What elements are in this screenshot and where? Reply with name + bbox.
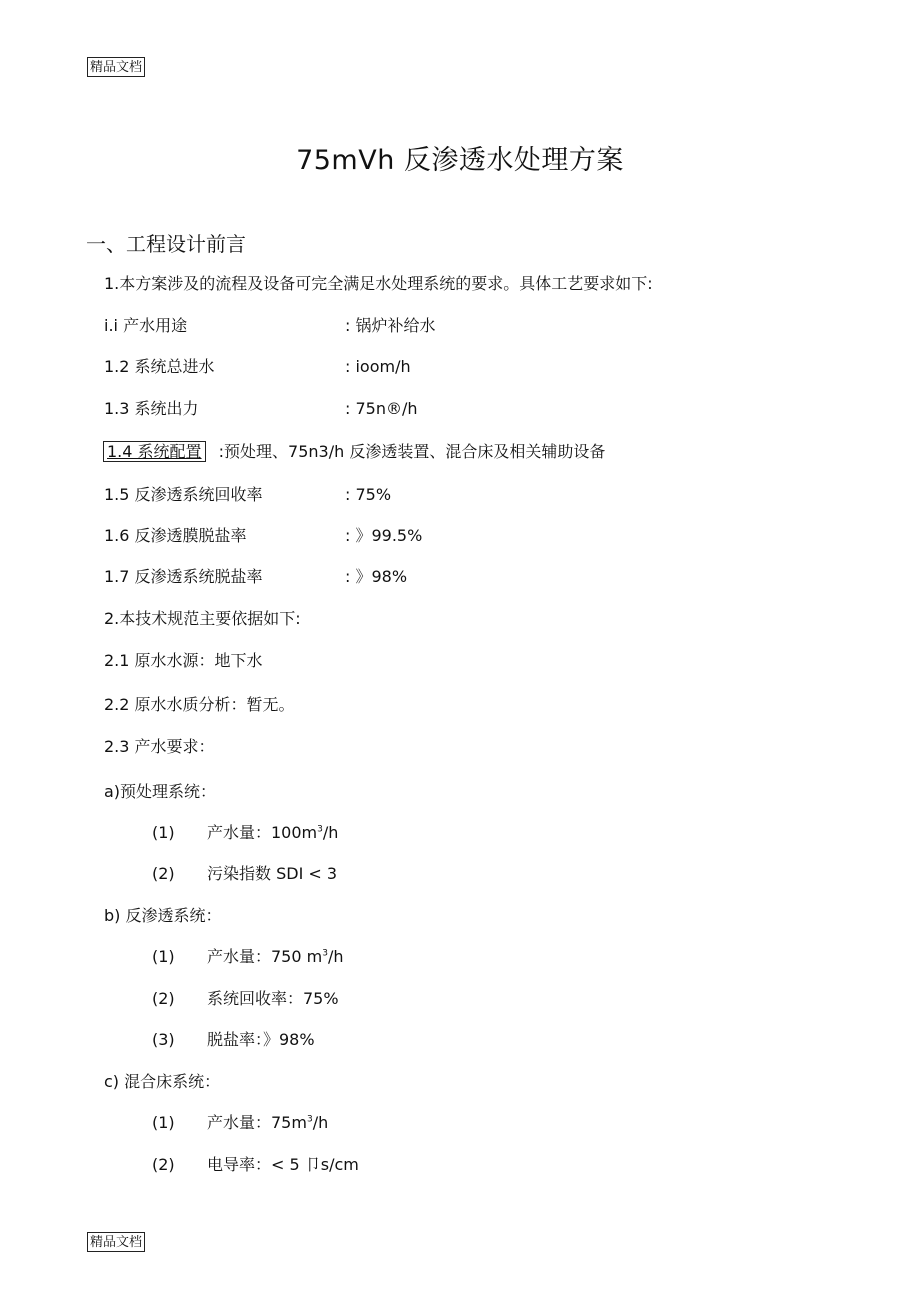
item-text: 脱盐率：》98%: [207, 1030, 315, 1049]
spec-label: 1.3 系统出力: [104, 399, 199, 418]
footer-stamp: 精品文档: [87, 1232, 145, 1252]
spec-value: : 75n®/h: [345, 399, 418, 418]
spec-value: :预处理、75n3/h 反渗透装置、混合床及相关辅助设备: [218, 442, 606, 461]
item-number: (3): [152, 1030, 175, 1049]
spec-row-config: [103, 441, 605, 463]
group-heading: c) 混合床系统：: [104, 1072, 221, 1091]
spec-value: : 锅炉补给水: [345, 316, 436, 335]
header-stamp: 精品文档: [87, 57, 145, 77]
spec-label-boxed: 1.4 系统配置: [103, 441, 206, 462]
spec-label: 1.2 系统总进水: [104, 357, 215, 376]
basis-analysis: 2.2 原水水质分析：暂无。: [104, 695, 295, 714]
spec-label: 1.7 反渗透系统脱盐率: [104, 567, 263, 586]
spec-value: : 》99.5%: [345, 526, 423, 545]
spec-value: : 75%: [345, 485, 392, 504]
spec-label: 1.6 反渗透膜脱盐率: [104, 526, 247, 545]
item-number: (2): [152, 864, 175, 883]
item-text: 系统回收率：75%: [207, 989, 339, 1008]
spec-value: : ioom/h: [345, 357, 411, 376]
basis-requirement: 2.3 产水要求：: [104, 737, 215, 756]
item-number: (2): [152, 1155, 175, 1174]
spec-label: 1.5 反渗透系统回收率: [104, 485, 263, 504]
group-heading: a)预处理系统：: [104, 782, 217, 801]
item-text: 产水量：$75m^3/h$: [207, 1113, 329, 1132]
item-number: (2): [152, 989, 175, 1008]
basis-source: 2.1 原水水源：地下水: [104, 651, 263, 670]
item-text: 电导率：< 5 卩s/cm: [207, 1155, 359, 1174]
group-heading: b) 反渗透系统：: [104, 906, 222, 925]
basis-heading: 2.本技术规范主要依据如下:: [104, 609, 301, 628]
spec-value: : 》98%: [345, 567, 408, 586]
section-heading: 一、工程设计前言: [86, 232, 246, 256]
item-text: 污染指数 SDI < 3: [207, 864, 338, 883]
item-number: (1): [152, 823, 175, 842]
item-number: (1): [152, 947, 175, 966]
item-number: (1): [152, 1113, 175, 1132]
intro-paragraph: 1.本方案涉及的流程及设备可完全满足水处理系统的要求。具体工艺要求如下:: [104, 274, 653, 293]
page-title: 75mVh 反渗透水处理方案: [296, 145, 624, 176]
item-text: 产水量：$100m^3/h$: [207, 823, 339, 842]
spec-label: i.i 产水用途: [104, 316, 188, 335]
item-text: 产水量：750 $m^3/h$: [207, 947, 344, 966]
